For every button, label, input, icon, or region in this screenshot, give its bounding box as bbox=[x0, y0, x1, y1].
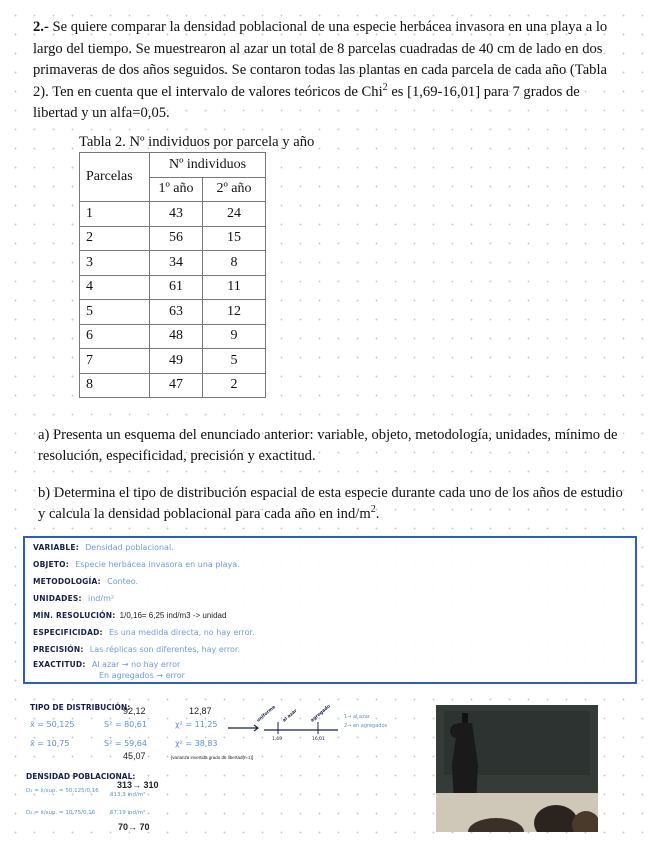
objeto-label: OBJETO: bbox=[33, 560, 69, 569]
table-row bbox=[80, 275, 266, 300]
table-row bbox=[80, 373, 266, 398]
header-year-1: 1º año bbox=[150, 177, 203, 202]
cell-year-2: 24 bbox=[203, 202, 266, 227]
question-a: a) Presenta un esquema del enunciado anterior: variable, objeto, metodología, unidades, mínimo de resolución, especificidad, precisión y exactitud. bbox=[38, 427, 618, 464]
scheme-metodologia bbox=[33, 576, 138, 586]
cell-year-1: 56 bbox=[150, 226, 203, 251]
variance-ink-2: 45,07 bbox=[123, 751, 146, 761]
exactitud-value-2: En agregados → error bbox=[99, 671, 185, 680]
chi-year-1: χ² = 11,25 bbox=[175, 720, 218, 729]
chi-diagram bbox=[228, 700, 424, 750]
table-caption: Tabla 2. Nº individuos por parcela y año bbox=[79, 134, 315, 150]
scheme-precision bbox=[33, 644, 240, 654]
problem-text-end: es [1,69-16,01] para 7 grados de libertad y un alfa=0,05. bbox=[33, 83, 580, 121]
cell-parcela: 1 bbox=[80, 202, 150, 227]
arrow-icon bbox=[228, 725, 258, 731]
region-agregado: agregado bbox=[310, 704, 332, 724]
scheme-box bbox=[23, 536, 637, 684]
cell-parcela: 4 bbox=[80, 275, 150, 300]
minres-value: 1/0,16= 6,25 ind/m3 -> unidad bbox=[119, 611, 227, 620]
result-year-1: 1→ al azar bbox=[344, 714, 370, 720]
cell-year-1: 43 bbox=[150, 202, 203, 227]
scheme-min-resolucion bbox=[33, 610, 226, 620]
result-year-2: 2→ en agregados bbox=[344, 723, 388, 729]
table-row bbox=[80, 202, 266, 227]
cell-parcela: 2 bbox=[80, 226, 150, 251]
individuals-table bbox=[79, 152, 266, 398]
cell-parcela: 5 bbox=[80, 300, 150, 325]
precision-label: PRECISIÓN: bbox=[33, 645, 84, 654]
cell-year-2: 9 bbox=[203, 324, 266, 349]
scheme-objeto bbox=[33, 559, 240, 569]
problem-number: 2.- bbox=[33, 19, 49, 35]
density-year-1: D₁ = x̄/sup. = 50,125/0,16 bbox=[26, 788, 99, 794]
mean-year-2: x̄ = 10,75 bbox=[30, 739, 70, 748]
table-row bbox=[80, 349, 266, 374]
cell-year-2: 11 bbox=[203, 275, 266, 300]
variance-ink-1: 92,12 bbox=[123, 706, 146, 716]
density-result-2: 67,19 ind/m² bbox=[110, 810, 146, 816]
variable-label: VARIABLE: bbox=[33, 543, 79, 552]
density-year-2: D₂ = x̄/sup. = 10,75/0,16 bbox=[26, 810, 96, 816]
question-b bbox=[38, 483, 623, 525]
problem-text: Se quiere comparar la densidad poblacional de una especie herbácea invasora en una playa a lo largo del tiempo. Se muestrearon al azar un total de 8 parcelas cuadradas de 40 cm de lado en dos primaveras de dos años seguidos. Se contaron todas las plantas en cada parcela de cada año (Tabla 2). Ten en cuenta que el intervalo de valores teóricos de Chi bbox=[33, 19, 608, 100]
axis-label-right: 16,01 bbox=[312, 737, 325, 742]
unidades-value: ind/m² bbox=[88, 594, 115, 603]
cell-year-1: 34 bbox=[150, 251, 203, 276]
cell-year-1: 61 bbox=[150, 275, 203, 300]
table-row bbox=[80, 324, 266, 349]
cell-parcela: 3 bbox=[80, 251, 150, 276]
question-b-text: b) Determina el tipo de distribución espacial de esta especie durante cada uno de los años de estudio y calcula la densidad poblacional para cada año en ind/m bbox=[38, 485, 623, 522]
classroom-photo bbox=[436, 705, 598, 832]
question-b-sup: 2 bbox=[370, 504, 376, 516]
chi-ink-1: 12,87 bbox=[189, 706, 212, 716]
precision-value: Las réplicas son diferentes, hay error. bbox=[89, 645, 240, 654]
chi-year-2: χ² = 38,83 bbox=[175, 739, 218, 748]
scheme-unidades bbox=[33, 593, 114, 603]
scheme-exactitud-2 bbox=[95, 670, 185, 680]
metodologia-value: Conteo. bbox=[107, 577, 139, 586]
cell-year-2: 5 bbox=[203, 349, 266, 374]
table-row bbox=[80, 226, 266, 251]
cell-parcela: 8 bbox=[80, 373, 150, 398]
scheme-exactitud bbox=[33, 659, 180, 669]
metodologia-label: METODOLOGÍA: bbox=[33, 577, 101, 586]
especificidad-label: ESPECIFICIDAD: bbox=[33, 628, 103, 637]
especificidad-value: Es una medida directa, no hay error. bbox=[108, 628, 255, 637]
variance-footnote: [varianza invertida grado de libertad(n-1)] bbox=[171, 755, 254, 760]
exactitud-value-1: Al azar → no hay error bbox=[91, 660, 181, 669]
unidades-label: UNIDADES: bbox=[33, 594, 82, 603]
problem-statement bbox=[33, 17, 623, 125]
header-parcelas: Parcelas bbox=[80, 153, 150, 202]
variance-year-2: S² = 59,64 bbox=[104, 739, 147, 748]
minres-label: MÍN. RESOLUCIÓN: bbox=[33, 611, 116, 620]
density-title: DENSIDAD POBLACIONAL: bbox=[26, 772, 136, 781]
axis-label-left: 1,69 bbox=[272, 737, 283, 742]
chi-superscript: 2 bbox=[382, 81, 388, 93]
cell-year-2: 2 bbox=[203, 373, 266, 398]
cell-year-1: 63 bbox=[150, 300, 203, 325]
cell-year-2: 12 bbox=[203, 300, 266, 325]
scheme-variable bbox=[33, 542, 174, 552]
cell-parcela: 7 bbox=[80, 349, 150, 374]
region-azar: al azar bbox=[282, 708, 299, 724]
header-n-individuos: Nº individuos bbox=[150, 153, 266, 178]
mean-year-1: x̄ = 50,125 bbox=[30, 720, 75, 729]
table-row bbox=[80, 300, 266, 325]
density-result-1: 313,3 ind/m² bbox=[110, 792, 146, 798]
exactitud-label: EXACTITUD: bbox=[33, 660, 86, 669]
table-row bbox=[80, 251, 266, 276]
question-b-end: . bbox=[375, 506, 380, 522]
density-ink-2: 70→ 70 bbox=[118, 822, 150, 832]
density-ink-1: 313→ 310 bbox=[117, 780, 159, 790]
scheme-especificidad bbox=[33, 627, 255, 637]
objeto-value: Especie herbácea invasora en una playa. bbox=[75, 560, 240, 569]
cell-year-2: 8 bbox=[203, 251, 266, 276]
cell-parcela: 6 bbox=[80, 324, 150, 349]
region-uniforme: uniforme bbox=[256, 704, 277, 724]
cell-year-1: 47 bbox=[150, 373, 203, 398]
table-body bbox=[80, 202, 266, 398]
cell-year-2: 15 bbox=[203, 226, 266, 251]
distribution-title: TIPO DE DISTRIBUCIÓN: bbox=[30, 703, 131, 712]
cell-year-1: 49 bbox=[150, 349, 203, 374]
variance-year-1: S² = 80,61 bbox=[104, 720, 147, 729]
header-year-2: 2º año bbox=[203, 177, 266, 202]
variable-value: Densidad poblacional. bbox=[85, 543, 174, 552]
cell-year-1: 48 bbox=[150, 324, 203, 349]
